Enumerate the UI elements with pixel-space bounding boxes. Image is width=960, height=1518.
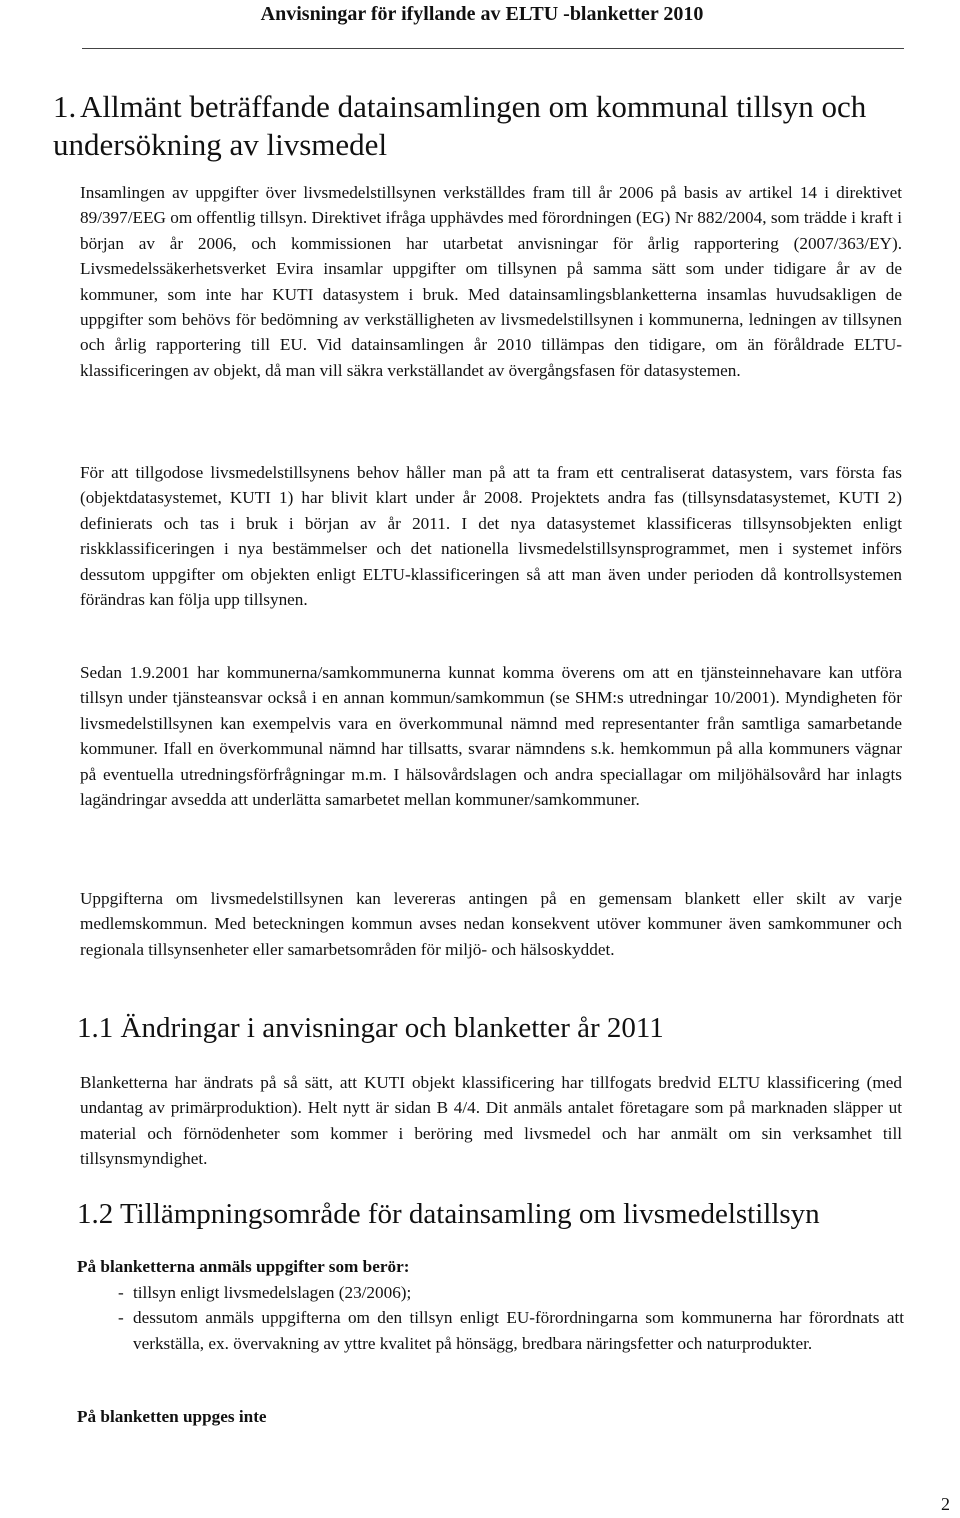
list-item: - tillsyn enligt livsmedelslagen (23/2006); (118, 1280, 904, 1305)
list-item: - dessutom anmäls uppgifterna om den tillsyn enligt EU-förordningarna som kommunerna har förordnats att verkställa, ex. övervakning av yttre kvalitet på hönsägg, bredbara näringsfetter och naturprodukter. (118, 1305, 904, 1356)
section-1-1-heading: 1.1 Ändringar i anvisningar och blanketter år 2011 (77, 1012, 664, 1044)
section-1-paragraph-3: Sedan 1.9.2001 har kommunerna/samkommunerna kunnat komma överens om att en tjänsteinnehavare kan utföra tillsyn under tjänsteansvar också i en annan kommun/samkommun (se SHM:s utredningar 10/2001). Myndigheten för livsmedelstillsynen kan exempelvis vara en överkommunal nämnd med representanter från samtliga samarbetande kommuner. Ifall en överkommunal nämnd har tillsatts, svarar nämndens s.k. hemkommun på alla kommuners vägnar på eventuella utredningsförfrågningar m.m. I hälsovårdslagen och andra speciallagar om miljöhälsovård har inlagts lagändringar avsedda att underlätta samarbetet mellan kommuner/samkommuner. (80, 663, 902, 810)
section-1-2-trailing: På blanketten uppges inte (77, 1407, 267, 1426)
page-number: 2 (941, 1494, 950, 1514)
section-1-paragraph-4: Uppgifterna om livsmedelstillsynen kan levereras antingen på en gemensam blankett eller skilt av varje medlemskommun. Med beteckningen kommun avses nedan konsekvent utöver kommuner även samkommuner och regionala tillsynsenheter eller samarbetsområden för miljö- och hälsoskyddet. (80, 889, 902, 959)
section-1-paragraph-1: Insamlingen av uppgifter över livsmedelstillsynen verkställdes fram till år 2006 på basis av artikel 14 i direktivet 89/397/EEG om offentlig tillsyn. Direktivet ifråga upphävdes med förordningen (EG) Nr 882/2004, som trädde i kraft i början av år 2006, och kommissionen har utarbetat anvisningar för årlig rapportering (2007/363/EY). Livsmedelssäkerhetsverket Evira insamlar uppgifter om tillsynen på samma sätt som under tidigare år av de kommuner, som inte har KUTI datasystem i bruk. Med datainsamlingsblanketterna insamlas huvudsakligen de uppgifter som behövs för bedömning av verkställigheten av livsmedelstillsynen i kommunerna, ledningen av tillsynen och årlig rapportering till EU. Vid datainsamlingen år 2010 tillämpas den tidigare, om än föråldrade ELTU-klassificeringen av objekt, då man vill säkra verkställandet av övergångsfasen för datasystemen. (80, 183, 902, 380)
section-1-2-list (118, 1280, 904, 1356)
section-1-paragraph-2: För att tillgodose livsmedelstillsynens behov håller man på att ta fram ett centraliserat datasystem, vars första fas (objektdatasystemet, KUTI 1) har blivit klart under år 2008. Projektets andra fas (tillsynsdatasystemet, KUTI 2) definierats och tas i bruk i början av år 2011. I det nya datasystemet klassificeras tillsynsobjekten enligt riskklassificeringen i nya bestämmelser och det nationella livsmedelstillsynsprogrammet, men i systemet införs dessutom uppgifter om objekten enligt ELTU-klassificeringen så att man även under perioden då kontrollsystemen förändras kan följa upp tillsynen. (80, 463, 902, 610)
section-1-2-heading: 1.2 Tillämpningsområde för datainsamling om livsmedelstillsyn (77, 1198, 820, 1230)
section-1-number: 1. (53, 89, 77, 124)
section-1-1-paragraph: Blanketterna har ändrats på så sätt, att KUTI objekt klassificering har tillfogats bredvid ELTU klassificering (med undantag av primärproduktion). Helt nytt är sidan B 4/4. Dit anmäls antalet företagare som på marknaden släpper ut material och förnödenheter som kommer i beröring med livsmedel och har anmält om sin verksamhet till tillsynsmyndighet. (80, 1073, 902, 1169)
section-1-2-lead: På blanketterna anmäls uppgifter som berör: (77, 1257, 410, 1276)
header-divider (82, 48, 904, 49)
section-1-title: Allmänt beträffande datainsamlingen om kommunal tillsyn och undersökning av livsmedel (53, 89, 867, 162)
document-header-title: Anvisningar för ifyllande av ELTU -blanketter 2010 (260, 3, 704, 25)
section-1-heading (53, 88, 913, 164)
